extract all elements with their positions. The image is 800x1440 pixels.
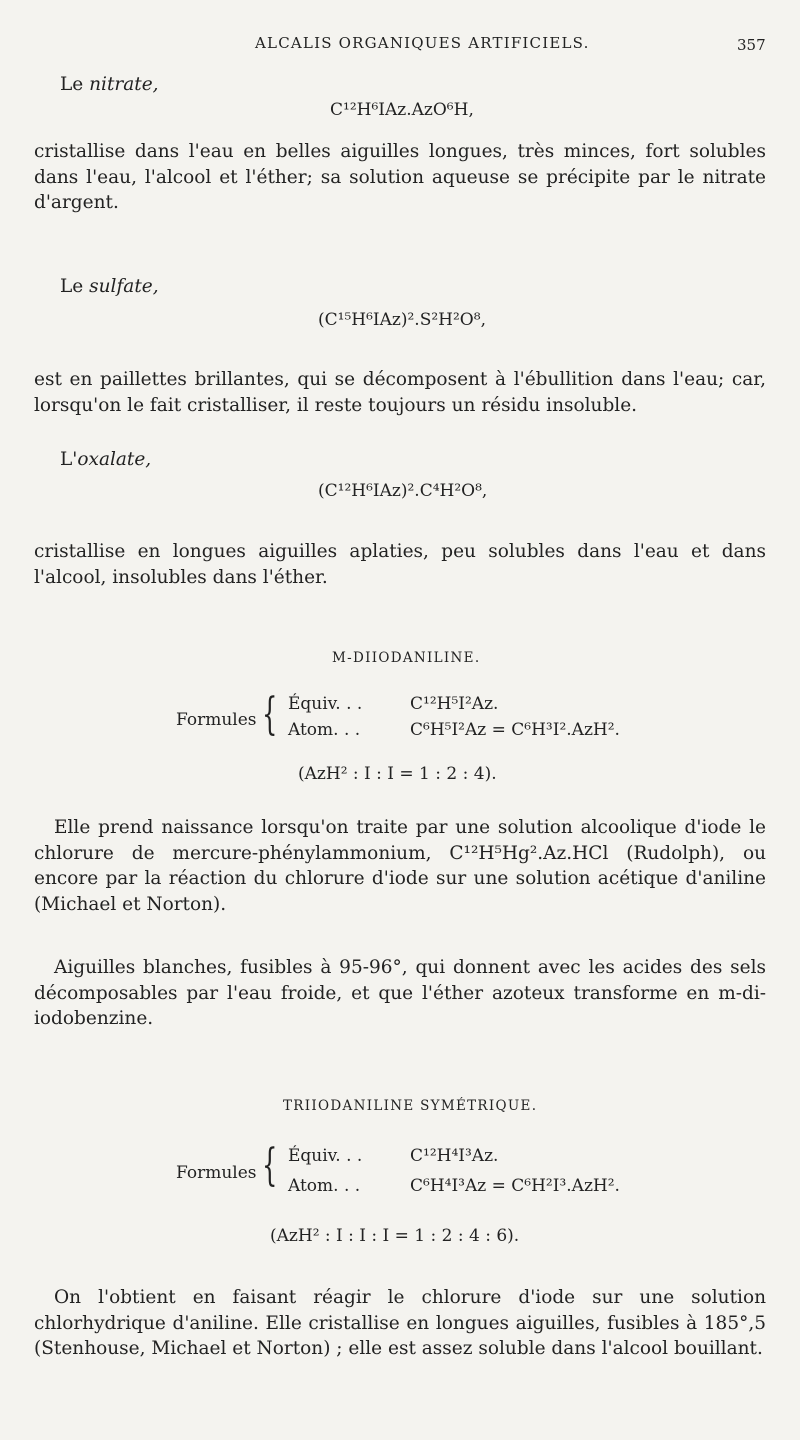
sulfate-formula: (C¹⁵H⁶IAz)².S²H²O⁸, — [318, 310, 486, 330]
triiodaniline-atom-formula: C⁶H⁴I³Az = C⁶H²I³.AzH². — [410, 1176, 620, 1196]
oxalate-formula: (C¹²H⁶IAz)².C⁴H²O⁸, — [318, 481, 488, 501]
sulfate-paragraph: est en paillettes brillantes, qui se décomposent à l'ébullition dans l'eau; car, lorsqu'on le fait cristalliser, il reste toujours un résidu insoluble. — [34, 369, 766, 416]
m-diiodaniline-atom-formula: C⁶H⁵I²Az = C⁶H³I².AzH². — [410, 720, 620, 740]
nitrate-paragraph: cristallise dans l'eau en belles aiguilles longues, très minces, fort solubles dans l'eau, l'alcool et l'éther; sa solution aqueuse se précipite par le nitrate d'argent. — [34, 141, 766, 213]
page-number: 357 — [737, 36, 766, 54]
triiodaniline-heading: TRIIODANILINE SYMÉTRIQUE. — [283, 1098, 538, 1114]
triiodaniline-equiv-label: Équiv. . . — [288, 1146, 363, 1166]
triiodaniline-atom-label: Atom. . . — [288, 1176, 361, 1196]
m-diiodaniline-formulas-label: Formules — [176, 710, 257, 730]
sulfate-label-prefix: Le — [60, 276, 90, 297]
oxalate-label-prefix: L' — [60, 449, 78, 470]
oxalate-paragraph: cristallise en longues aiguilles aplaties, peu solubles dans l'eau et dans l'alcool, insolubles dans l'éther. — [34, 541, 766, 588]
nitrate-label-name: nitrate, — [89, 74, 159, 95]
oxalate-label — [60, 449, 151, 470]
m-diiodaniline-paragraph-2: Aiguilles blanches, fusibles à 95-96°, qui donnent avec les acides des sels décomposables par l'eau froide, et que l'éther azoteux transforme en m-di-iodobenzine. — [34, 957, 766, 1029]
nitrate-label — [60, 74, 159, 95]
sulfate-label-name: sulfate, — [89, 276, 159, 297]
m-diiodaniline-heading: M-DIIODANILINE. — [332, 650, 481, 666]
triiodaniline-ratio: (AzH² : I : I : I = 1 : 2 : 4 : 6). — [270, 1226, 520, 1246]
running-title: ALCALIS ORGANIQUES ARTIFICIELS. — [255, 34, 590, 52]
m-diiodaniline-ratio: (AzH² : I : I = 1 : 2 : 4). — [298, 764, 497, 784]
triiodaniline-formulas-label: Formules — [176, 1163, 257, 1183]
m-diiodaniline-atom-label: Atom. . . — [288, 720, 361, 740]
m-diiodaniline-brace: { — [262, 689, 278, 740]
nitrate-formula: C¹²H⁶IAz.AzO⁶H, — [330, 100, 474, 120]
m-diiodaniline-equiv-label: Équiv. . . — [288, 694, 363, 714]
triiodaniline-brace: { — [262, 1140, 278, 1191]
nitrate-label-prefix: Le — [60, 74, 90, 95]
triiodaniline-equiv-formula: C¹²H⁴I³Az. — [410, 1146, 499, 1166]
oxalate-label-name: oxalate, — [77, 449, 152, 470]
triiodaniline-paragraph: On l'obtient en faisant réagir le chlorure d'iode sur une solution chlorhydrique d'aniline. Elle cristallise en longues aiguilles, fusibles à 185°,5 (Stenhouse, Michael et Norton) ; elle est assez soluble dans l'alcool bouillant. — [34, 1287, 766, 1359]
sulfate-label — [60, 276, 159, 297]
m-diiodaniline-paragraph-1: Elle prend naissance lorsqu'on traite par une solution alcoolique d'iode le chlorure de mercure-phénylammonium, C¹²H⁵Hg².Az.HCl (Rudolph), ou encore par la réaction du chlorure d'iode sur une solution acétique d'aniline (Michael et Norton). — [34, 817, 766, 915]
m-diiodaniline-equiv-formula: C¹²H⁵I²Az. — [410, 694, 499, 714]
